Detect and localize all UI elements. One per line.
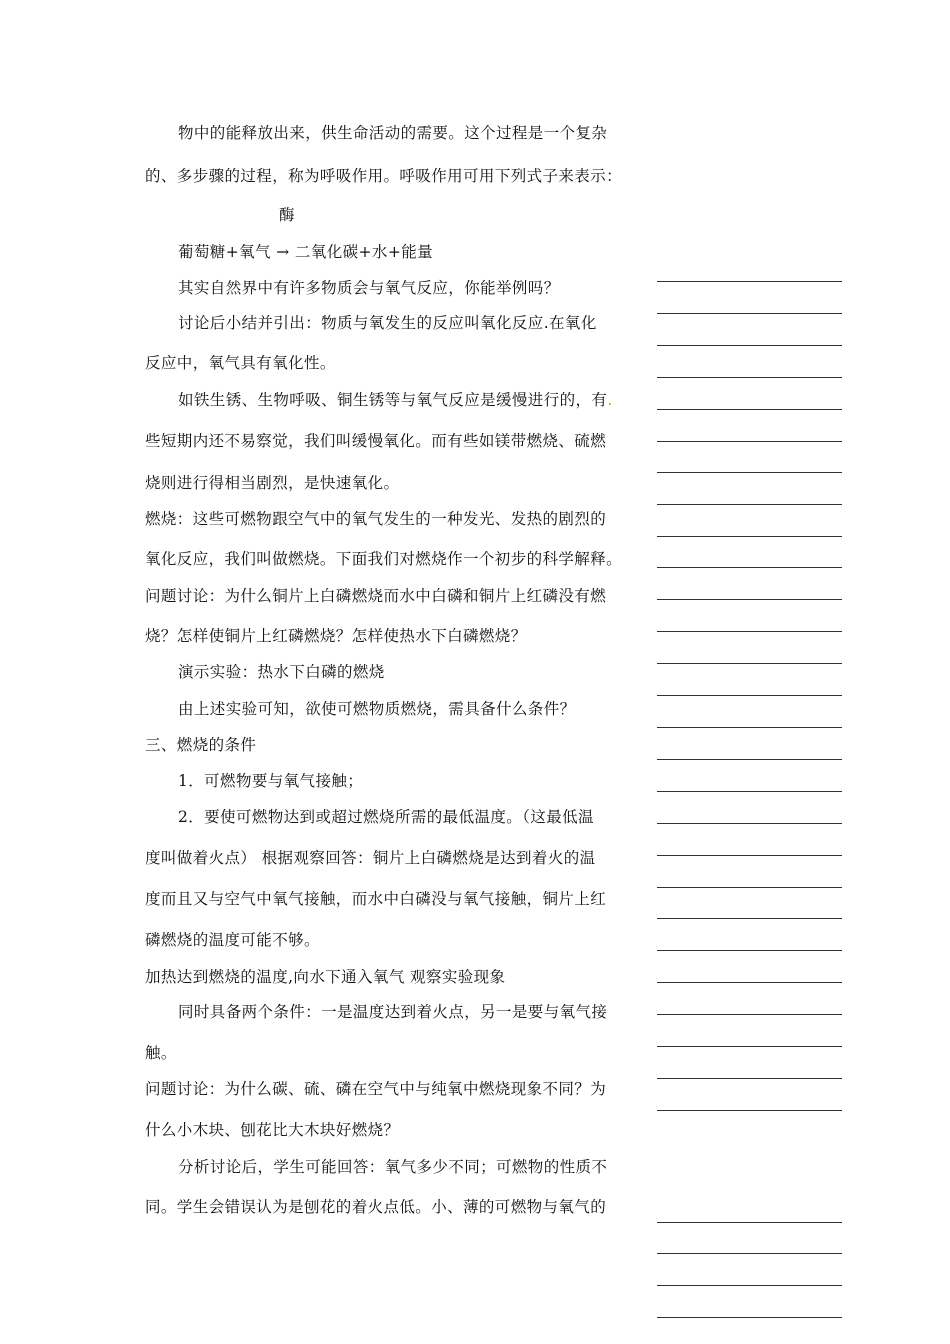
note-rule-line [657,599,842,600]
note-rule-line [657,1110,842,1111]
note-rule-line [657,982,842,983]
text-line-content: 演示实验：热水下白磷的燃烧 [178,663,385,681]
note-rule-line [657,1046,842,1047]
text-line-content: 度叫做着火点） 根据观察回答：铜片上白磷燃烧是达到着火的温 [145,849,596,867]
text-line [145,626,527,646]
note-rule-line [657,631,842,632]
text-line-content: 同。学生会错误认为是刨花的着火点低。小、薄的可燃物与氧气的 [145,1198,607,1216]
text-line-content: 1．可燃物要与氧气接触； [178,772,364,790]
text-line [145,967,505,987]
note-rule-line [657,345,842,346]
text-line [145,735,256,755]
text-line-content: 度而且又与空气中氧气接触，而水中白磷没与氧气接触，铜片上红 [145,890,607,908]
text-line-content: 分析讨论后，学生可能回答：氧气多少不同；可燃物的性质不 [178,1158,608,1176]
note-rule-line [657,855,842,856]
text-line-content: 其实自然界中有许多物质会与氧气反应，你能举例吗？ [178,279,560,297]
note-rule-line [657,441,842,442]
note-rule-line [657,313,842,314]
note-rule-line [657,791,842,792]
text-line [178,1002,607,1022]
note-rule-line [657,823,842,824]
text-line-content: 问题讨论：为什么碳、硫、磷在空气中与纯氧中燃烧现象不同？为 [145,1080,607,1098]
text-line [145,353,336,373]
text-line-content: 葡萄糖+氧气 → 二氧化碳+水+能量 [178,243,434,261]
stray-mark: . [607,391,613,409]
text-line [178,123,607,143]
note-rule-line [657,281,842,282]
text-line-content: 物中的能释放出来，供生命活动的需要。这个过程是一个复杂 [178,124,608,142]
text-line [178,699,576,719]
text-line [145,848,596,868]
text-line [145,1120,399,1140]
note-rule-line [657,1253,842,1254]
text-line [145,509,606,529]
text-line-content: 烧？怎样使铜片上红磷燃烧？怎样使热水下白磷燃烧？ [145,627,527,645]
text-line-content: 酶 [279,206,295,224]
note-rule-line [657,727,842,728]
note-rule-line [657,504,842,505]
text-line [145,1043,177,1063]
note-rule-line [657,950,842,951]
text-line [178,807,594,827]
text-line-content: 反应中，氧气具有氧化性。 [145,354,336,372]
note-rule-line [657,567,842,568]
text-line [178,278,560,298]
note-rule-line [657,1285,842,1286]
text-line [145,166,622,186]
note-rule-line [657,1078,842,1079]
text-line [145,431,606,451]
text-line [178,1157,607,1177]
note-rule-line [657,663,842,664]
text-line-content: 什么小木块、刨花比大木块好燃烧？ [145,1121,400,1139]
note-rule-line [657,1222,842,1223]
text-line [178,242,433,262]
note-rule-line [657,918,842,919]
note-rule-line [657,409,842,410]
text-line-content: 些短期内还不易察觉，我们叫缓慢氧化。而有些如镁带燃烧、硫燃 [145,432,607,450]
text-line-content: 三、燃烧的条件 [145,736,257,754]
note-rule-line [657,472,842,473]
note-rule-line [657,1014,842,1015]
text-line [178,662,385,682]
text-line-content: 燃烧：这些可燃物跟空气中的氧气发生的一种发光、发热的剧烈的 [145,510,607,528]
text-line [145,549,622,569]
text-line-content: 讨论后小结并引出：物质与氧发生的反应叫氧化反应.在氧化 [178,314,597,332]
text-line [145,1079,606,1099]
text-line [178,313,597,333]
text-line-content: 问题讨论：为什么铜片上白磷燃烧而水中白磷和铜片上红磷没有燃 [145,587,607,605]
text-line-content: 磷燃烧的温度可能不够。 [145,931,320,949]
text-line [145,930,320,950]
text-line [145,889,606,909]
note-rule-line [657,536,842,537]
note-rule-line [657,377,842,378]
text-line-content: 氧化反应，我们叫做燃烧。下面我们对燃烧作一个初步的科学解释。 [145,550,623,568]
text-line [178,390,613,410]
text-line-content: 如铁生锈、生物呼吸、铜生锈等与氧气反应是缓慢进行的，有 [178,391,608,409]
text-line [145,1197,606,1217]
text-line [145,473,399,493]
note-rule-line [657,695,842,696]
text-line-content: 2．要使可燃物达到或超过燃烧所需的最低温度。（这最低温 [178,808,594,826]
text-line-content: 同时具备两个条件：一是温度达到着火点，另一是要与氧气接 [178,1003,608,1021]
note-rule-line [657,1317,842,1318]
text-line-content: 加热达到燃烧的温度,向水下通入氧气 观察实验现象 [145,968,506,986]
note-rule-line [657,887,842,888]
text-line [279,205,295,225]
text-line [145,586,606,606]
text-line-content: 触。 [145,1044,177,1062]
text-line-content: 由上述实验可知，欲使可燃物质燃烧，需具备什么条件？ [178,700,576,718]
note-rule-line [657,759,842,760]
text-line-content: 烧则进行得相当剧烈，是快速氧化。 [145,474,400,492]
text-line [178,771,363,791]
text-line-content: 的、多步骤的过程，称为呼吸作用。呼吸作用可用下列式子来表示： [145,167,623,185]
